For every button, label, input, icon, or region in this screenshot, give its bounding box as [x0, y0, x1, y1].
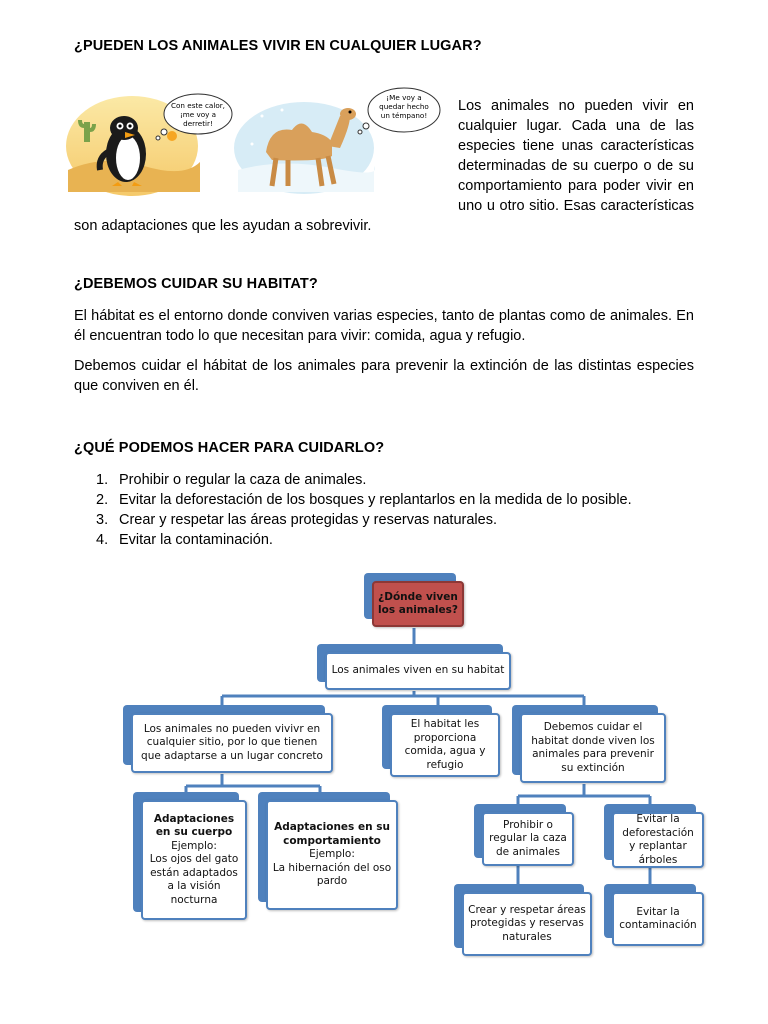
node-regulate-hunting: Prohibir o regular la caza de animales: [482, 812, 574, 866]
node-body-adaptations: [141, 800, 247, 920]
example-label: Ejemplo:: [309, 848, 355, 861]
penguin-bubble-text: Con este calor, ¡me voy a derretir!: [171, 101, 225, 128]
heading-how-to-care: ¿QUÉ PODEMOS HACER PARA CUIDARLO?: [74, 440, 385, 456]
node-title: Adaptaciones en su cuerpo: [153, 812, 235, 839]
example-label: Ejemplo:: [171, 839, 217, 852]
node-where-do-animals-live: ¿Dónde viven los animales?: [372, 581, 464, 627]
camel-bubble-text: ¡Me voy a quedar hecho un témpano!: [379, 93, 429, 120]
node-avoid-pollution: Evitar la contaminación: [612, 892, 704, 946]
example-text: La hibernación del oso pardo: [272, 861, 392, 888]
example-text: Los ojos del gato están adaptados a la visión nocturna: [149, 853, 239, 906]
list-item: 2. Evitar la deforestación de los bosques y replantarlos en la medida de lo posible.: [96, 492, 632, 508]
list-item: 4. Evitar la contaminación.: [96, 532, 273, 548]
paragraph-adaptations: Los animales no pueden vivir en cualquier lugar. Cada una de las especies tiene unas características determinadas de su cuerpo o de su comportamiento para poder vivir en uno u otro sitio. Esas características son adaptaciones que les ayudan a sobrevivir.: [74, 98, 694, 234]
paragraph-habitat-care: Debemos cuidar el hábitat de los animales para prevenir la extinción de las distintas especies que conviven en él.: [74, 358, 694, 394]
node-title: Adaptaciones en su comportamiento: [274, 821, 390, 847]
node-avoid-deforestation: Evitar la deforestación y replantar árboles: [612, 812, 704, 868]
list-item: 3. Crear y respetar las áreas protegidas y reservas naturales.: [96, 512, 497, 528]
node-live-in-habitat: Los animales viven en su habitat: [325, 652, 511, 690]
paragraph-habitat-definition: El hábitat es el entorno donde conviven varias especies, tanto de plantas como de animales. En él encuentran todo lo que necesitan para vivir: comida, agua y refugio.: [74, 308, 694, 344]
node-protected-areas: Crear y respetar áreas protegidas y reservas naturales: [462, 892, 592, 956]
heading-habitat: ¿DEBEMOS CUIDAR SU HABITAT?: [74, 276, 318, 292]
node-behavior-adaptations: [266, 800, 398, 910]
list-item: 1. Prohibir o regular la caza de animales.: [96, 472, 367, 488]
heading-adaptations: ¿PUEDEN LOS ANIMALES VIVIR EN CUALQUIER LUGAR?: [74, 38, 482, 54]
node-habitat-provides: El habitat les proporciona comida, agua y refugio: [390, 713, 500, 777]
node-must-adapt: Los animales no pueden vivivr en cualquier sitio, por lo que tienen que adaptarse a un lugar concreto: [131, 713, 333, 773]
node-must-care-habitat: Debemos cuidar el habitat donde viven los animales para prevenir su extinción: [520, 713, 666, 783]
